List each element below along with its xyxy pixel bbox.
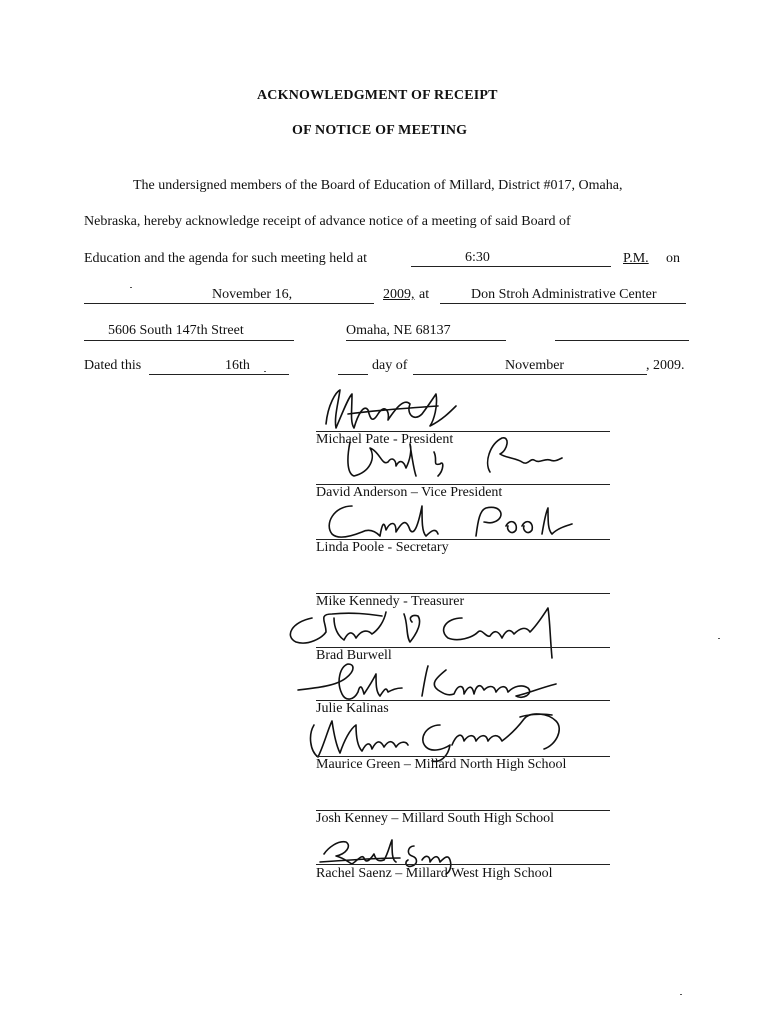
month-blank-line [413, 374, 647, 375]
signature-michael-pate [318, 384, 468, 434]
paragraph-line-1: The undersigned members of the Board of Education of Millard, District #017, Omaha, [133, 178, 623, 193]
on-word: on [666, 251, 680, 266]
day-of-blank-line [338, 374, 368, 375]
city-blank-line [346, 340, 506, 341]
paragraph-line-3: Education and the agenda for such meeting held at [84, 251, 368, 266]
dated-day: 16th [225, 358, 250, 373]
meeting-date: November 16, [212, 287, 293, 302]
location-blank-line [440, 303, 686, 304]
signatory-label-3: Linda Poole - Secretary [316, 540, 449, 555]
document-title-line2: OF NOTICE OF MEETING [292, 123, 468, 138]
paragraph-line-2: Nebraska, hereby acknowledge receipt of advance notice of a meeting of said Board of [84, 214, 571, 229]
dated-year: , 2009. [646, 358, 685, 373]
meeting-street: 5606 South 147th Street [108, 323, 244, 338]
signatory-label-7: Maurice Green – Millard North High School [316, 757, 567, 772]
time-blank-line [411, 266, 611, 267]
meeting-time: 6:30 [465, 250, 490, 265]
street-blank-line [84, 340, 294, 341]
scan-speck [264, 371, 266, 372]
signature-david-anderson [340, 432, 570, 482]
day-of-word: day of [372, 358, 408, 373]
signature-line-9 [316, 864, 610, 865]
meeting-year: 2009, [383, 287, 415, 302]
meeting-ampm: P.M. [623, 251, 649, 266]
signatory-label-4: Mike Kennedy - Treasurer [316, 594, 465, 609]
signatory-label-5: Brad Burwell [316, 648, 392, 663]
meeting-city: Omaha, NE 68137 [346, 323, 451, 338]
meeting-location: Don Stroh Administrative Center [471, 287, 657, 302]
scan-speck [718, 638, 720, 639]
signatory-label-9: Rachel Saenz – Millard West High School [316, 866, 553, 881]
date-blank-line [84, 303, 374, 304]
signatory-label-2: David Anderson – Vice President [316, 485, 503, 500]
extra-blank-line [555, 340, 689, 341]
at-word: at [419, 287, 430, 302]
signatory-label-1: Michael Pate - President [316, 432, 454, 447]
scan-speck [680, 994, 682, 995]
signatory-label-6: Julie Kalinas [316, 701, 389, 716]
document-title-line1: ACKNOWLEDGMENT OF RECEIPT [257, 88, 498, 103]
signatory-label-8: Josh Kenney – Millard South High School [316, 811, 554, 826]
day-blank-line [149, 374, 289, 375]
dated-prefix: Dated this [84, 358, 142, 373]
scan-speck [130, 287, 132, 288]
dated-month: November [505, 358, 565, 373]
